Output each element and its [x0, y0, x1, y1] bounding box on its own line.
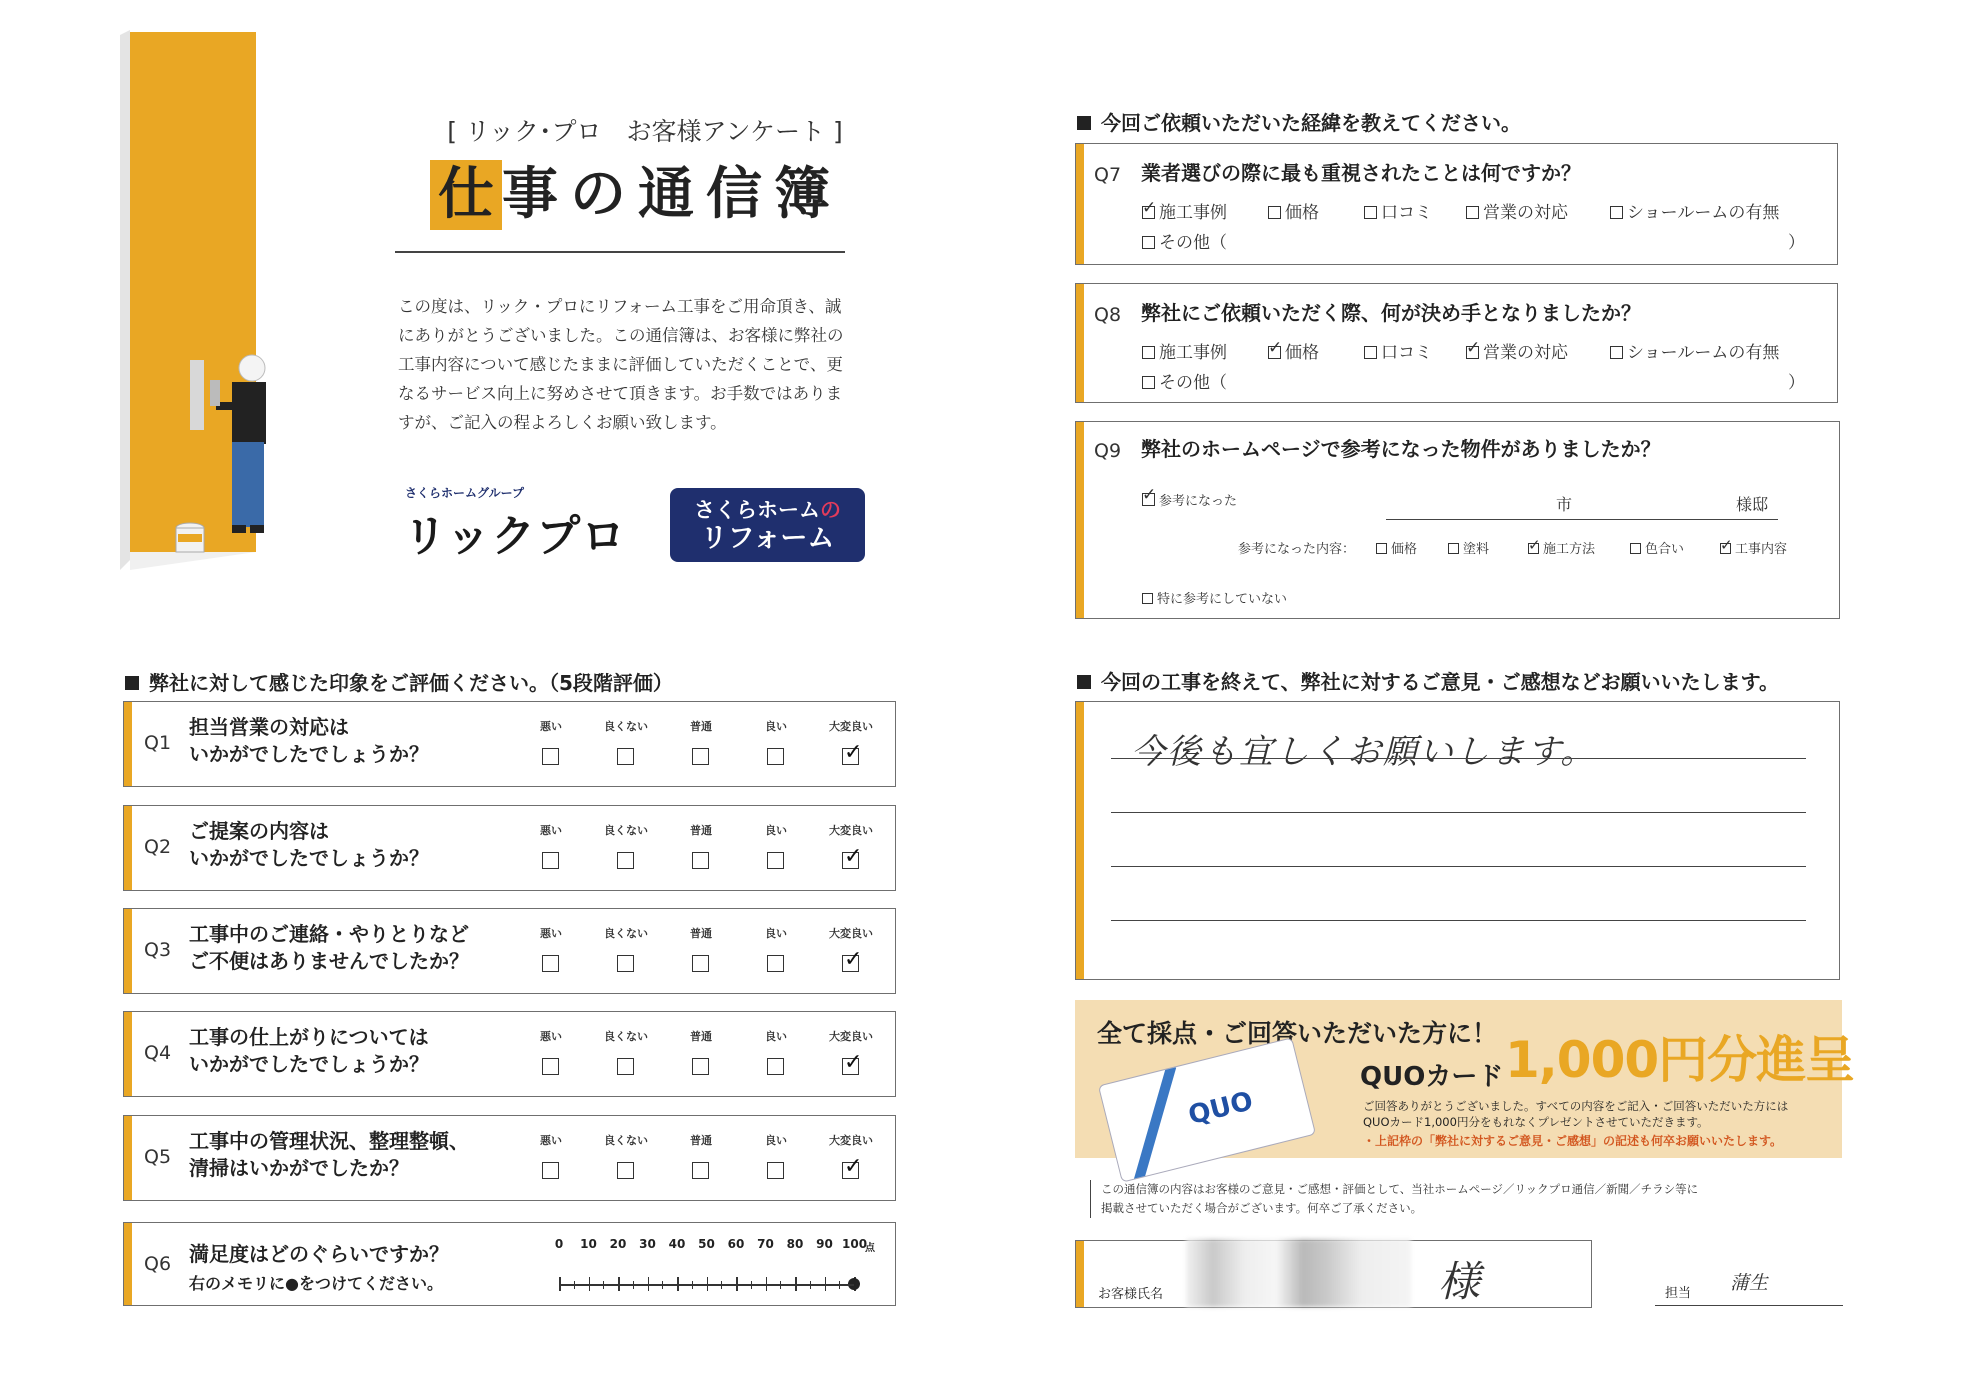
rating-checkbox[interactable]	[617, 1162, 634, 1179]
rating-scale-label: 良くない	[604, 824, 648, 837]
scale-tick-label: 50	[698, 1237, 715, 1251]
staff-name: 蒲生	[1730, 1272, 1769, 1294]
customer-name-label: お客様氏名	[1098, 1287, 1164, 1302]
rating-question-q2	[123, 805, 896, 891]
sakura-logo-line1: さくらホーム	[694, 498, 820, 522]
question-text: 工事中のご連絡・やりとりなど	[189, 922, 469, 946]
scale-tick-label: 90	[816, 1237, 833, 1251]
option-label: 色合い	[1645, 542, 1685, 557]
title-underline	[395, 251, 845, 253]
intro-text	[398, 292, 844, 437]
rating-scale-label: 良い	[765, 927, 787, 940]
rating-checkbox[interactable]	[767, 1058, 784, 1075]
rating-checkbox[interactable]	[842, 740, 863, 765]
sakura-logo-line2: リフォーム	[700, 523, 835, 554]
survey-subtitle: [ リック･プロ お客様アンケート ]	[447, 117, 843, 146]
scale-tick-label: 70	[757, 1237, 774, 1251]
question-text: 清掃はいかがでしたか？	[189, 1156, 409, 1180]
option-label: 特に参考にしていない	[1157, 592, 1288, 607]
rating-scale-label: 良い	[765, 1030, 787, 1043]
comment-line	[1111, 758, 1806, 759]
checkbox-icon	[1142, 593, 1153, 604]
question-text: 担当営業の対応は	[189, 715, 349, 739]
rating-question-q4	[123, 1011, 896, 1097]
rating-checkbox[interactable]	[692, 852, 709, 869]
rating-checkbox[interactable]	[767, 955, 784, 972]
rating-scale-label: 普通	[690, 824, 712, 837]
survey-title	[430, 160, 842, 236]
question-text: 業者選びの際に最も重視されたことは何ですか？	[1141, 161, 1581, 185]
scale-tick-label: 20	[609, 1237, 627, 1251]
question-number: Q7	[1094, 164, 1122, 186]
title-highlight-char: 仕	[430, 160, 502, 230]
scale-tick-label: 10	[580, 1237, 597, 1251]
rating-scale-label: 大変良い	[829, 720, 873, 733]
redacted-name	[1186, 1239, 1411, 1307]
rating-checkbox[interactable]	[767, 852, 784, 869]
intro-line: この度は、リック・プロにリフォーム工事をご用命頂き、誠	[398, 297, 842, 316]
rating-checkbox[interactable]	[692, 1058, 709, 1075]
none-option[interactable]	[1142, 588, 1287, 607]
painter-illustration	[120, 30, 280, 570]
rating-checkbox[interactable]	[842, 844, 863, 869]
scale-tick-label: 80	[786, 1237, 804, 1251]
checkbox-icon	[1630, 543, 1641, 554]
checkbox-icon	[1376, 543, 1387, 554]
checkbox-icon	[1466, 206, 1479, 219]
staff-label: 担当	[1665, 1286, 1692, 1301]
rating-scale-label: 良い	[765, 824, 787, 837]
checkbox-icon	[1142, 485, 1157, 506]
staff-underline	[1655, 1305, 1843, 1306]
checkmark-icon: ✓	[844, 1154, 863, 1179]
rating-checkbox[interactable]	[842, 947, 863, 972]
city-underline	[1386, 519, 1778, 520]
rating-checkbox[interactable]	[542, 1162, 559, 1179]
promo-line3: ・上記枠の「弊社に対するご意見・ご感想」の記述も何卒お願いいたします。	[1363, 1134, 1783, 1148]
rating-checkbox[interactable]	[542, 955, 559, 972]
content-option[interactable]	[1720, 538, 1787, 557]
question-number: Q9	[1094, 440, 1122, 462]
question-text: 工事の仕上がりについては	[189, 1025, 429, 1049]
promo-line2: QUOカード1,000円分をもれなくプレゼントさせていただきます。	[1363, 1115, 1709, 1129]
rating-scale-label: 大変良い	[829, 1030, 873, 1043]
content-option[interactable]	[1630, 538, 1684, 557]
question-number: Q3	[144, 939, 172, 961]
rating-checkbox[interactable]	[767, 1162, 784, 1179]
option-other-close: ）	[1788, 233, 1805, 253]
checkbox-icon	[1610, 346, 1623, 359]
rating-scale-label: 大変良い	[829, 824, 873, 837]
option-checkbox[interactable]	[1466, 338, 1568, 363]
notice-line: 掲載させていただく場合がございます。何卒ご了承ください。	[1101, 1201, 1423, 1215]
comments-heading	[1077, 666, 1779, 695]
rating-scale-label: 悪い	[540, 927, 562, 940]
helpful-option[interactable]	[1142, 485, 1238, 509]
comments-heading-text: 今回の工事を終えて、弊社に対するご意見・ご感想などお願いいたします。	[1101, 670, 1779, 694]
question-number: Q5	[144, 1146, 172, 1168]
rating-scale-label: 大変良い	[829, 927, 873, 940]
option-label: 口コミ	[1381, 203, 1432, 223]
rating-scale-label: 普通	[690, 927, 712, 940]
group-label: さくらホームグループ	[405, 486, 525, 500]
rating-scale-label: 良い	[765, 720, 787, 733]
rating-checkbox[interactable]	[692, 748, 709, 765]
painter-figure-graphic	[120, 30, 280, 570]
comments-box[interactable]	[1075, 701, 1840, 980]
rating-scale-label: 良くない	[604, 1030, 648, 1043]
rating-checkbox[interactable]	[842, 1154, 863, 1179]
checkbox-icon	[1364, 206, 1377, 219]
checkmark-icon: ✓	[844, 1050, 863, 1075]
rating-checkbox[interactable]	[842, 1050, 863, 1075]
ribbon-graphic	[1134, 1065, 1177, 1183]
rating-scale-label: 普通	[690, 1030, 712, 1043]
rating-scale-label: 悪い	[540, 1030, 562, 1043]
question-text: いかがでしたでしょうか？	[189, 846, 429, 870]
checkbox-icon	[1528, 536, 1541, 554]
question-q9-box	[1075, 421, 1840, 619]
option-checkbox[interactable]	[1466, 198, 1568, 223]
option-checkbox[interactable]	[1142, 198, 1227, 223]
rating-scale-label: 普通	[690, 1134, 712, 1147]
checkmark-icon: ✓	[1142, 198, 1157, 218]
question-number: Q8	[1094, 304, 1122, 326]
option-label: 参考になった	[1159, 494, 1238, 509]
option-checkbox[interactable]	[1364, 338, 1432, 363]
option-label: 価格	[1285, 203, 1319, 223]
option-other[interactable]	[1142, 368, 1227, 393]
rating-checkbox[interactable]	[692, 1162, 709, 1179]
scale-tick-label: 0	[554, 1237, 564, 1251]
question-q8-box	[1075, 283, 1838, 403]
checkbox-icon	[1142, 346, 1155, 359]
satisfaction-scale[interactable]	[549, 1233, 879, 1297]
checkmark-icon: ✓	[1142, 485, 1157, 505]
checkmark-icon: ✓	[844, 844, 863, 869]
checkbox-icon	[1268, 206, 1281, 219]
option-label: 口コミ	[1381, 343, 1432, 363]
quo-logo: QUO	[1185, 1086, 1257, 1132]
publication-notice	[1090, 1180, 1698, 1218]
option-label: 営業の対応	[1483, 343, 1568, 363]
option-other[interactable]	[1142, 228, 1227, 253]
scale-tick-label: 30	[639, 1237, 656, 1251]
checkmark-icon: ✓	[844, 947, 863, 972]
option-checkbox[interactable]	[1142, 338, 1227, 363]
question-text: いかがでしたでしょうか？	[189, 1052, 429, 1076]
content-option[interactable]	[1528, 538, 1595, 557]
scale-unit: 点	[865, 1243, 875, 1254]
comment-line	[1111, 866, 1806, 867]
square-bullet-icon	[125, 676, 139, 690]
question-number: Q1	[144, 732, 172, 754]
house-label: 様邸	[1736, 495, 1769, 514]
rickpro-logo: リックプロ	[403, 511, 627, 562]
rating-scale-label: 良くない	[604, 1134, 648, 1147]
question-number: Q6	[144, 1253, 172, 1275]
rating-scale-label: 普通	[690, 720, 712, 733]
rating-checkbox[interactable]	[542, 1058, 559, 1075]
checkbox-icon	[1610, 206, 1623, 219]
question-text: 工事中の管理状況、整理整頓、	[189, 1129, 469, 1153]
option-label: 工事内容	[1735, 542, 1788, 557]
question-number: Q2	[144, 836, 172, 858]
rating-scale-label: 悪い	[540, 824, 562, 837]
honorific: 様	[1438, 1257, 1481, 1306]
question-number: Q4	[144, 1042, 172, 1064]
option-label: 価格	[1391, 542, 1418, 557]
comment-line	[1111, 812, 1806, 813]
question-text: 満足度はどのぐらいですか？	[189, 1242, 449, 1266]
handwritten-comment: 今後も宜しくお願いします。	[1131, 732, 1597, 772]
checkmark-icon: ✓	[1720, 536, 1733, 554]
question-text: いかがでしたでしょうか？	[189, 742, 429, 766]
checkmark-icon: ✓	[1528, 536, 1541, 554]
content-option[interactable]	[1376, 538, 1417, 557]
question-text: 弊社のホームページで参考になった物件がありましたか？	[1141, 437, 1661, 461]
option-label: 施工方法	[1543, 542, 1596, 557]
rating-scale-label: 大変良い	[829, 1134, 873, 1147]
option-checkbox[interactable]	[1364, 198, 1432, 223]
question-text: ご不便はありませんでしたか？	[189, 949, 469, 973]
content-label: 参考になった内容：	[1238, 542, 1356, 557]
reason-heading-text: 今回ご依頼いただいた経緯を教えてください。	[1101, 111, 1521, 135]
rating-checkbox[interactable]	[617, 955, 634, 972]
rating-checkbox[interactable]	[767, 748, 784, 765]
rating-scale-label: 良くない	[604, 927, 648, 940]
rating-scale-label: 良い	[765, 1134, 787, 1147]
promo-amount: 1,000円分進呈	[1505, 1031, 1855, 1089]
city-label: 市	[1556, 495, 1573, 514]
checkmark-icon: ✓	[1466, 338, 1481, 358]
checkbox-icon	[1142, 376, 1155, 389]
checkmark-icon: ✓	[844, 740, 863, 765]
content-option[interactable]	[1448, 538, 1489, 557]
rating-checkbox[interactable]	[542, 852, 559, 869]
option-checkbox[interactable]	[1610, 338, 1779, 363]
rating-checkbox[interactable]	[692, 955, 709, 972]
checkmark-icon: ✓	[1268, 338, 1283, 358]
rating-scale-label: 悪い	[540, 1134, 562, 1147]
option-label: 営業の対応	[1483, 203, 1568, 223]
quo-card-image	[1098, 1037, 1316, 1182]
option-label: 価格	[1285, 343, 1319, 363]
promo-line1: ご回答ありがとうございました。すべての内容をご記入・ご回答いただいた方には	[1363, 1099, 1789, 1113]
rating-checkbox[interactable]	[542, 748, 559, 765]
option-label: ショールームの有無	[1627, 203, 1780, 223]
intro-line: 工事内容について感じたままに評価していただくことで、更	[398, 355, 843, 374]
option-label: 塗料	[1463, 542, 1490, 557]
intro-line: にありがとうございました。この通信簿は、お客様に弊社の	[398, 326, 844, 345]
rating-scale-label: 悪い	[540, 720, 562, 733]
notice-line: この通信簿の内容はお客様のご意見・ご感想・評価として、当社ホームページ／リックプロ通信／新聞／チラシ等に	[1101, 1182, 1699, 1196]
option-checkbox[interactable]	[1268, 338, 1319, 363]
checkbox-icon	[1268, 338, 1283, 359]
sakura-logo-no: の	[820, 498, 841, 522]
square-bullet-icon	[1077, 675, 1091, 689]
scale-tick-label: 60	[727, 1237, 745, 1251]
rating-checkbox[interactable]	[617, 1058, 634, 1075]
promo-headline: 全て採点・ご回答いただいた方に！	[1097, 1019, 1498, 1048]
intro-line: なるサービス向上に努めさせて頂きます。お手数ではありま	[398, 384, 843, 403]
checkbox-icon	[1466, 338, 1481, 359]
checkbox-icon	[1448, 543, 1459, 554]
checkbox-icon	[1720, 536, 1733, 554]
checkbox-icon	[1142, 236, 1155, 249]
option-label: ショールームの有無	[1627, 343, 1780, 363]
option-label: 施工事例	[1159, 203, 1227, 223]
option-label: 施工事例	[1159, 343, 1227, 363]
reason-heading	[1077, 107, 1521, 136]
checkbox-icon	[1142, 198, 1157, 219]
customer-name-box[interactable]	[1075, 1240, 1592, 1308]
comment-line	[1111, 920, 1806, 921]
option-checkbox[interactable]	[1268, 198, 1319, 223]
promo-card-label: QUOカード	[1360, 1062, 1504, 1092]
rating-checkbox[interactable]	[617, 748, 634, 765]
sakura-reform-logo	[670, 488, 865, 562]
scale-tick-label: 40	[668, 1237, 686, 1251]
rating-question-q5	[123, 1115, 896, 1201]
option-checkbox[interactable]	[1610, 198, 1779, 223]
question-q7-box	[1075, 143, 1838, 265]
rating-checkbox[interactable]	[617, 852, 634, 869]
rating-question-q3	[123, 908, 896, 994]
ratings-heading	[125, 667, 673, 696]
scale-axis-line	[559, 1284, 854, 1286]
question-text: 弊社にご依頼いただく際、何が決め手となりましたか？	[1141, 301, 1641, 325]
checkbox-icon	[1364, 346, 1377, 359]
scale-tick-label: 100	[842, 1237, 868, 1251]
option-label: その他（	[1159, 233, 1227, 253]
rating-question-q6	[123, 1222, 896, 1306]
quo-promo-banner	[1075, 1000, 1855, 1158]
option-label: その他（	[1159, 373, 1227, 393]
rating-scale-label: 良くない	[604, 720, 648, 733]
option-other-close: ）	[1788, 373, 1805, 393]
ratings-heading-text: 弊社に対して感じた印象をご評価ください。（5段階評価）	[149, 671, 673, 695]
question-instruction: 右のメモリに●をつけてください。	[189, 1274, 443, 1293]
square-bullet-icon	[1077, 116, 1091, 130]
title-rest: 事の通信簿	[502, 162, 842, 227]
intro-line: すが、ご記入の程よろしくお願い致します。	[398, 413, 727, 432]
question-text: ご提案の内容は	[189, 819, 329, 843]
rating-question-q1	[123, 701, 896, 787]
